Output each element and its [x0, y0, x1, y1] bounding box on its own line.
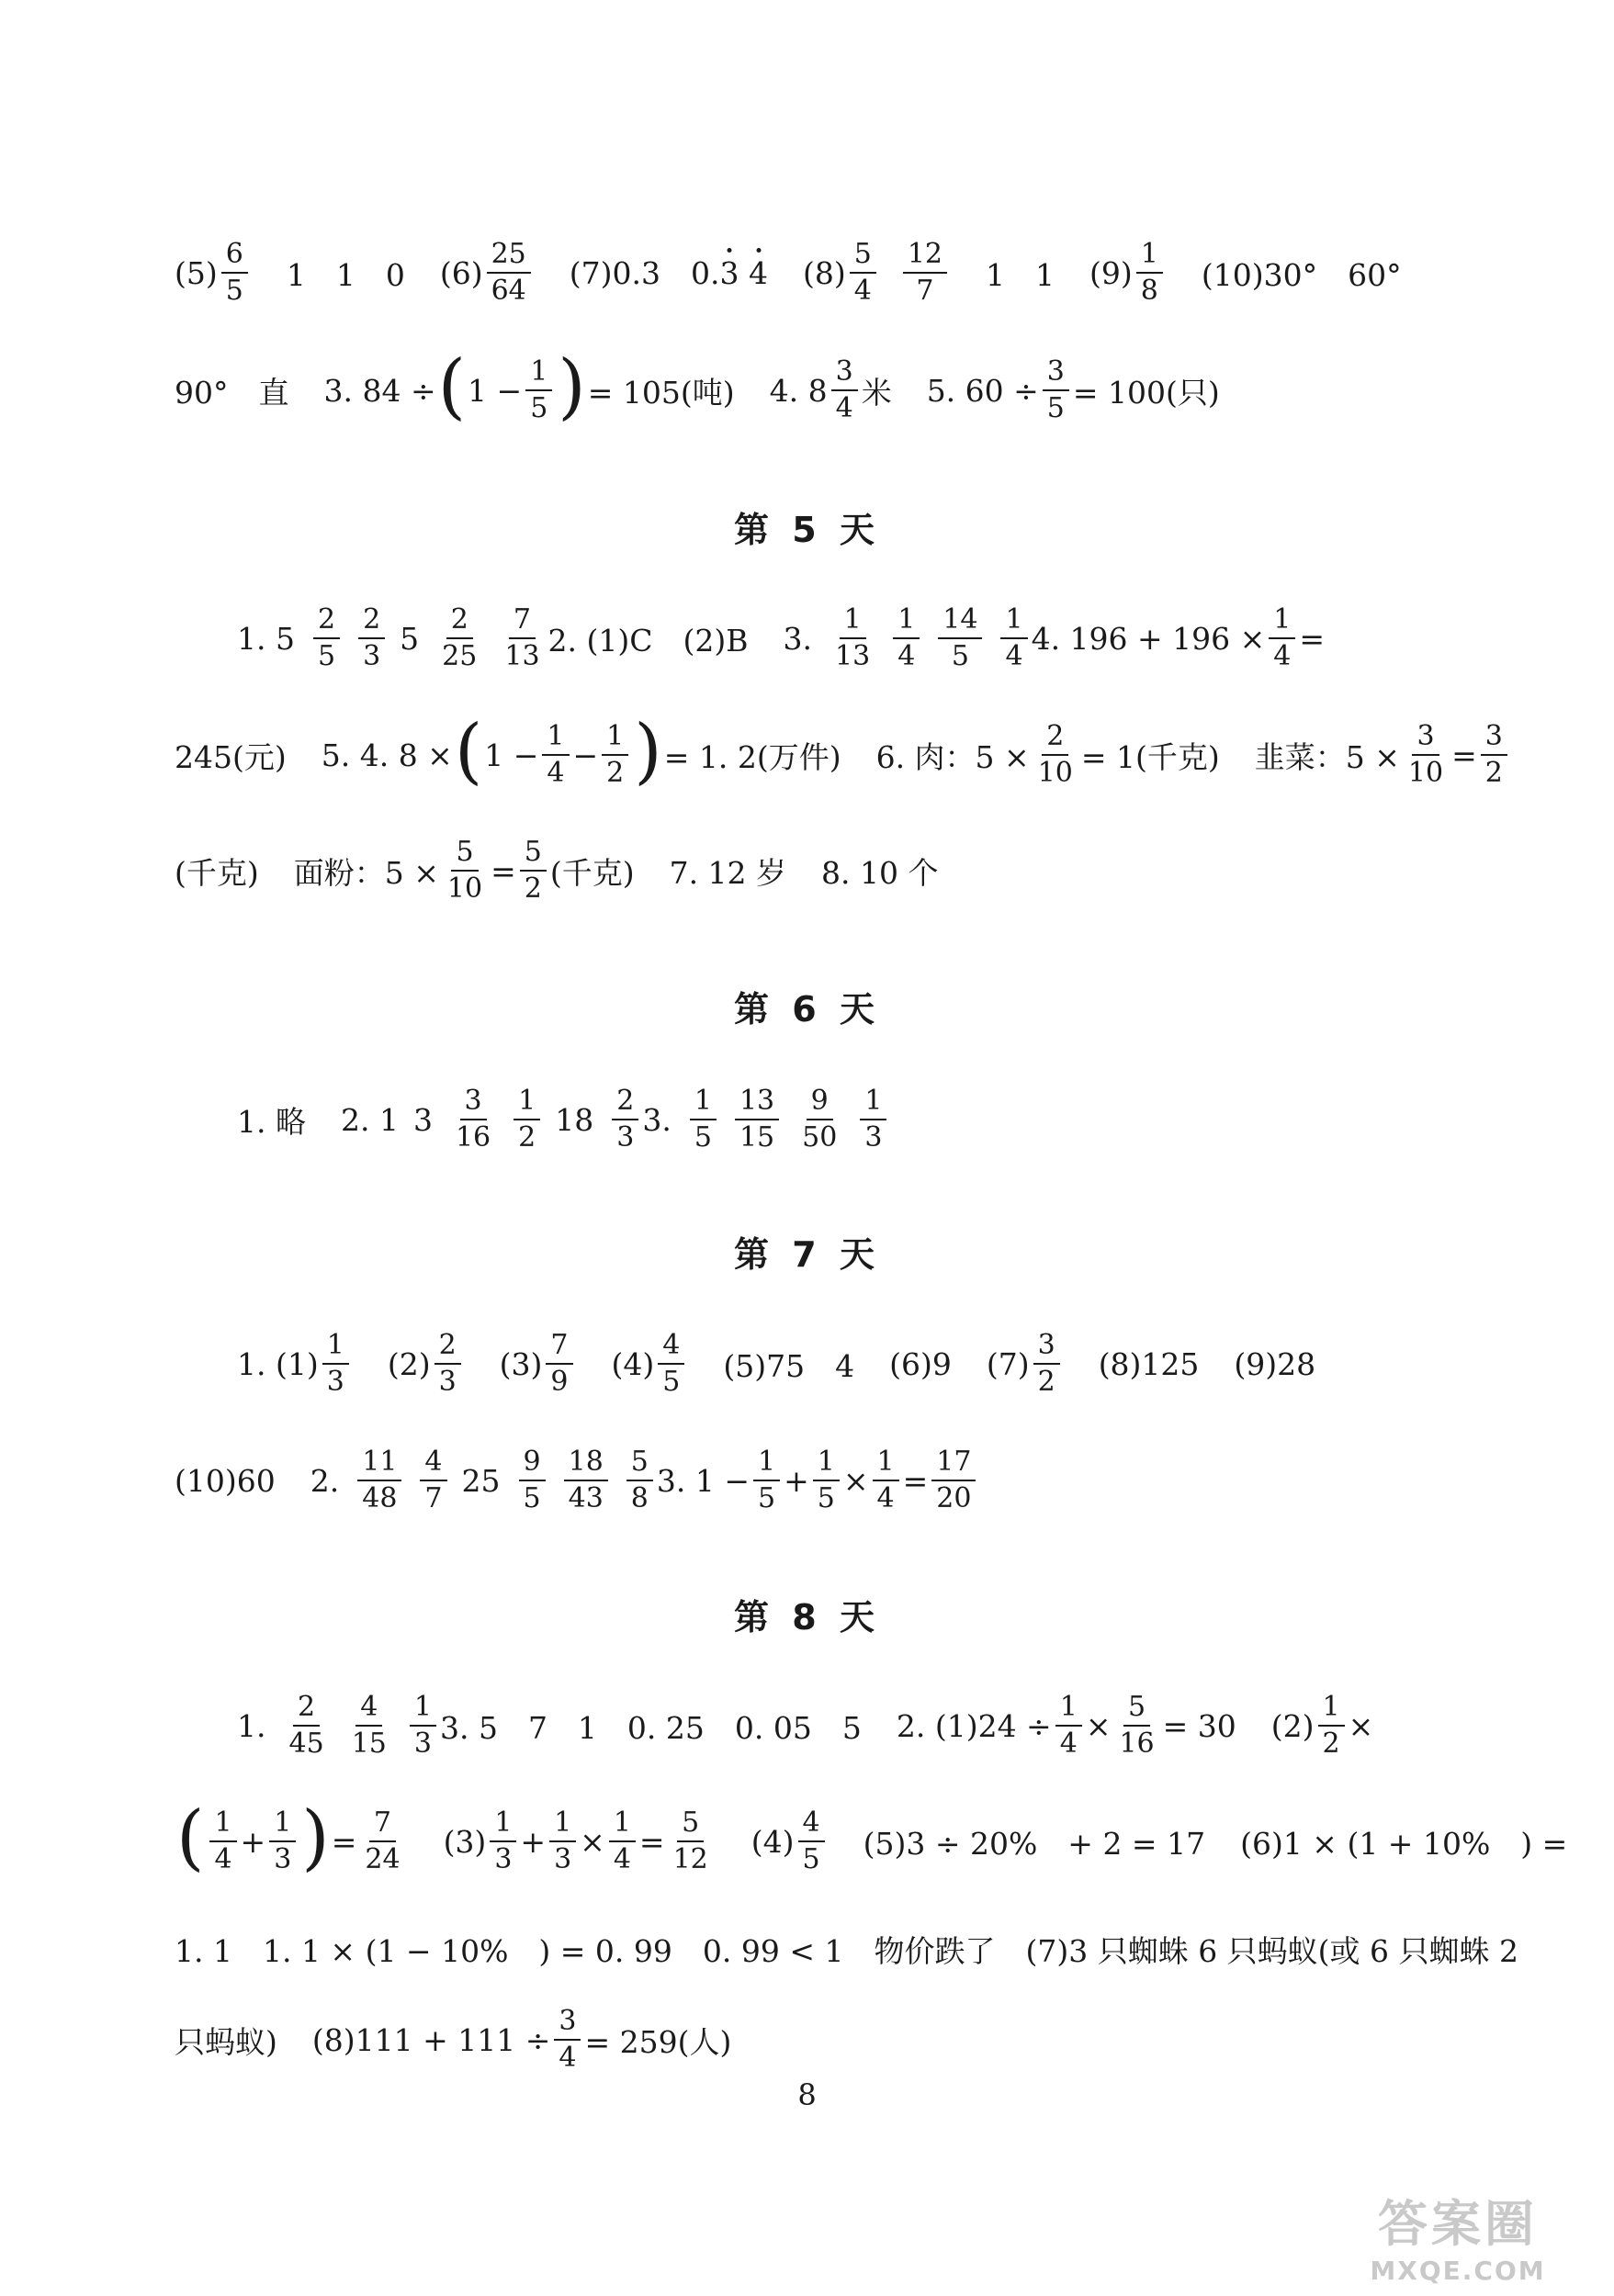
fraction: $\frac{2}{3}$: [435, 1330, 461, 1399]
fraction: $\frac{1}{5}$: [525, 356, 552, 425]
fraction: $\frac{1}{4}$: [1000, 604, 1027, 673]
fraction: $\frac{1}{5}$: [753, 1446, 780, 1515]
repeating-digit: 3: [719, 254, 739, 291]
watermark-logo: 答案圈 MXQE.COM: [1370, 2195, 1546, 2286]
fraction: $\frac{1}{3}$: [322, 1330, 349, 1399]
fraction: $\frac{9}{50}$: [802, 1084, 838, 1154]
fraction: $\frac{3}{10}$: [1407, 719, 1444, 789]
fraction: $\frac{3}{4}$: [554, 2006, 581, 2075]
fraction: $\frac{17}{20}$: [931, 1446, 976, 1515]
answer-line-2: 90° 直 3. 84 ÷ ( 1 − $\frac{1}{5}$ ) = 105(吨) 4. 8 $\frac{3}{4}$ 米 5. 60 ÷ $\frac{3}{5}$ = 100(只): [175, 345, 1220, 428]
fraction: $\frac{5}{10}$: [446, 835, 483, 905]
day5-line-1: 1. 5 $\frac{2}{5}$ $\frac{2}{3}$ 5 $\frac{2}{25}$ $\frac{7}{13}$ 2. (1)C (2)B 3. $\frac{1}{13}$ $\frac{1}{4}$ $\frac{14}{5}$ $\frac{1}{4}$ 4. 196 + 196 × $\frac{1}{4}$ =: [237, 602, 1326, 672]
fraction: $\frac{9}{5}$: [519, 1446, 546, 1515]
fraction: $\frac{4}{15}$: [351, 1690, 387, 1760]
fraction: $\frac{1}{2}$: [514, 1086, 540, 1154]
day7-line-2: (10)60 2. $\frac{11}{48}$ $\frac{4}{7}$ 25 $\frac{9}{5}$ $\frac{18}{43}$ $\frac{5}{8}$ 3. 1 − $\frac{1}{5}$ + $\frac{1}{5}$ × $\frac{1}{4}$ = $\frac{17}{20}$: [175, 1430, 1439, 1531]
fraction: $\frac{5}{2}$: [520, 837, 547, 906]
fraction: $\frac{2}{3}$: [612, 1086, 638, 1154]
fraction: $\frac{2}{25}$: [442, 602, 478, 672]
fraction: $\frac{2}{45}$: [288, 1690, 324, 1760]
fraction: $\frac{2}{10}$: [1037, 719, 1073, 789]
day8-line-2: ( $\frac{1}{4}$ + $\frac{1}{3}$ ) = $\frac{7}{24}$ (3) $\frac{1}{3}$ + $\frac{1}{3}$ × $\frac{1}{4}$ = $\frac{5}{12}$ (4) $\frac{4}{5}$ (5)3 ÷ 20% + 2 = 17 (6)1 × (1 + 10% ) =: [176, 1796, 1568, 1879]
fraction: $\frac{3}{4}$: [831, 356, 858, 425]
fraction: $\frac{18}{43}$: [564, 1446, 608, 1515]
fraction: $\frac{1}{8}$: [1136, 239, 1163, 308]
fraction: $\frac{14}{5}$: [938, 604, 982, 673]
fraction: $\frac{1}{3}$: [549, 1807, 576, 1876]
fraction: $\frac{1}{2}$: [602, 721, 628, 790]
fraction: $\frac{5}{4}$: [850, 239, 876, 308]
fraction: $\frac{1}{4}$: [209, 1807, 236, 1876]
fraction: $\frac{12}{7}$: [903, 239, 947, 308]
fraction: $\frac{1}{13}$: [835, 602, 871, 672]
fraction: $\frac{1}{5}$: [690, 1086, 717, 1154]
fraction: $\frac{1}{4}$: [1055, 1692, 1082, 1761]
fraction: $\frac{1}{4}$: [873, 1446, 899, 1515]
page-number: 8: [797, 2077, 817, 2112]
fraction: $\frac{6}{5}$: [221, 239, 248, 308]
fraction: $\frac{4}{5}$: [658, 1330, 684, 1399]
repeating-digit: 4: [749, 254, 769, 291]
fraction: $\frac{3}{5}$: [1043, 356, 1069, 425]
day5-line-2: 245(元) 5. 4. 8 × ( 1 − $\frac{1}{4}$ − $\frac{1}{2}$ ) = 1. 2(万件) 6. 肉：5 × $\frac{2}{10}$ = 1(千克) 韭菜：5 × $\frac{3}{10}$ = $\frac{3}{2}$: [175, 704, 1439, 805]
fraction: $\frac{1}{4}$: [1269, 604, 1295, 673]
fraction: $\frac{11}{48}$: [357, 1446, 401, 1515]
fraction: $\frac{3}{16}$: [455, 1084, 491, 1154]
fraction: $\frac{3}{2}$: [1033, 1330, 1060, 1399]
fraction: $\frac{7}{24}$: [365, 1806, 401, 1875]
day6-line-1: 1. 略 2. 1 3 $\frac{3}{16}$ $\frac{1}{2}$ 18 $\frac{2}{3}$ 3. $\frac{1}{5}$ $\frac{13}{15}$ $\frac{9}{50}$ $\frac{1}{3}$: [237, 1069, 1439, 1170]
section-heading-day7: 第 7 天: [734, 1234, 880, 1275]
fraction: $\frac{3}{2}$: [1481, 721, 1507, 790]
fraction: $\frac{7}{13}$: [504, 602, 540, 672]
fraction: $\frac{1}{4}$: [542, 721, 569, 790]
fraction: $\frac{1}{4}$: [609, 1807, 636, 1876]
fraction: $\frac{1}{4}$: [893, 604, 920, 673]
fraction: $\frac{1}{3}$: [490, 1807, 516, 1876]
fraction: $\frac{4}{5}$: [798, 1807, 825, 1876]
fraction: $\frac{2}{5}$: [313, 604, 340, 673]
answer-line-1: (5) $\frac{6}{5}$ 1 1 0 (6) $\frac{25}{64}$ (7)0.3 0. 3 4 (8) $\frac{5}{4}$ $\frac{12}{7}$ 1 1 (9) $\frac{1}{8}$ (10)30° 60°: [175, 237, 1402, 307]
day7-line-1: 1. (1) $\frac{1}{3}$ (2) $\frac{2}{3}$ (3) $\frac{7}{9}$ (4) $\frac{4}{5}$ (5)75 4 (6)9 (7) $\frac{3}{2}$ (8)125 (9)28: [237, 1328, 1316, 1398]
fraction: $\frac{5}{16}$: [1119, 1690, 1155, 1760]
section-heading-day5: 第 5 天: [734, 510, 880, 550]
section-heading-day8: 第 8 天: [734, 1597, 880, 1638]
fraction: $\frac{1}{3}$: [269, 1807, 296, 1876]
fraction: $\frac{2}{3}$: [358, 604, 385, 673]
fraction: $\frac{1}{5}$: [813, 1446, 840, 1515]
day5-line-3: (千克) 面粉：5 × $\frac{5}{10}$ = $\frac{5}{2}$ (千克) 7. 12 岁 8. 10 个: [175, 835, 939, 905]
fraction: $\frac{13}{15}$: [735, 1086, 779, 1154]
day8-line-3: 1. 1 1. 1 × (1 − 10% ) = 0. 99 0. 99 < 1 物价跌了 (7)3 只蜘蛛 6 只蚂蚁(或 6 只蜘蛛 2: [175, 1932, 1519, 1969]
fraction: $\frac{7}{9}$: [546, 1330, 572, 1399]
fraction: $\frac{5}{8}$: [626, 1446, 653, 1515]
day8-line-1: 1. $\frac{2}{45}$ $\frac{4}{15}$ $\frac{1}{3}$ 3. 5 7 1 0. 25 0. 05 5 2. (1)24 ÷ $\frac{1}{4}$ × $\frac{5}{16}$ = 30 (2) $\frac{1}{2}$ ×: [237, 1690, 1374, 1760]
fraction: $\frac{1}{2}$: [1318, 1692, 1345, 1761]
fraction: $\frac{1}{3}$: [410, 1692, 436, 1761]
fraction: $\frac{5}{12}$: [672, 1806, 708, 1875]
fraction: $\frac{25}{64}$: [487, 239, 531, 308]
fraction: $\frac{1}{3}$: [860, 1086, 886, 1154]
section-heading-day6: 第 6 天: [734, 989, 880, 1030]
day8-line-4: 只蚂蚁) (8)111 + 111 ÷ $\frac{3}{4}$ = 259(人): [175, 2004, 732, 2074]
fraction: $\frac{4}{7}$: [420, 1446, 446, 1515]
